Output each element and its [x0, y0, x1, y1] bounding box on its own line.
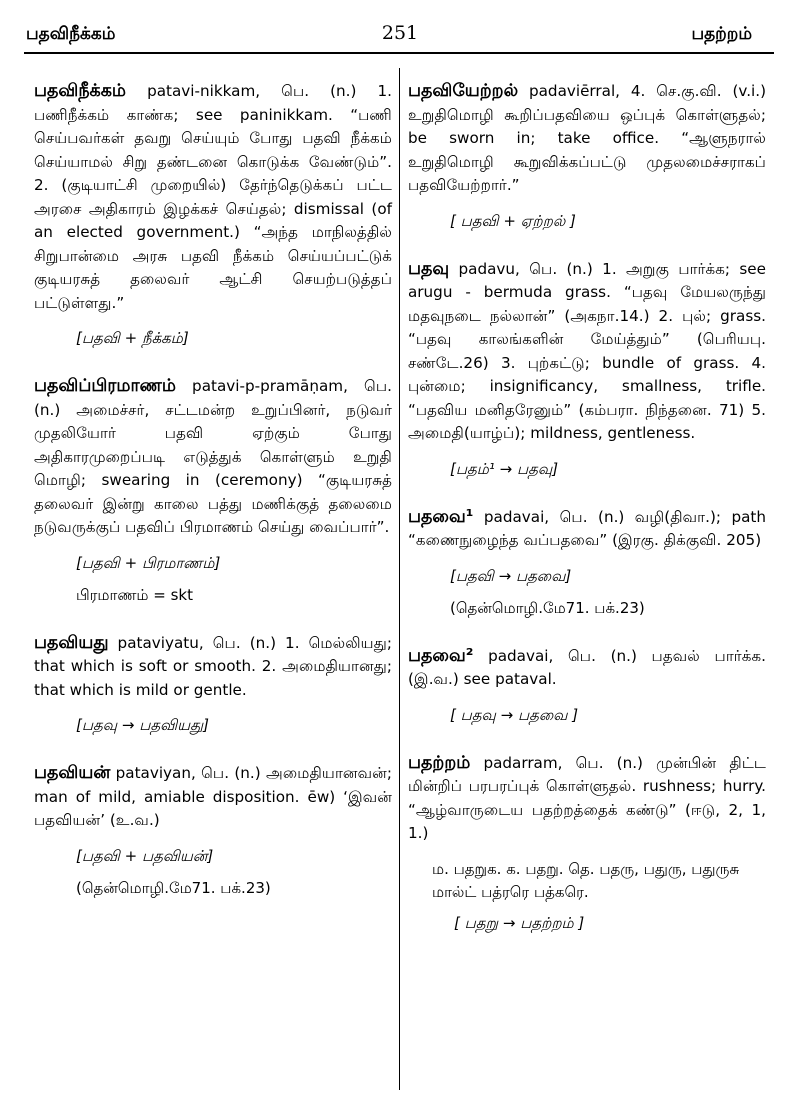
- entry-body: patavi-nikkam, பெ. (n.) 1. பணிநீக்கம் காண்க; see paninikkam. “பணி செய்பவர்கள் தவறு செய்யும் போது பதவி நீக்கம் செய்யாமல் சிறு தண்டனை கொடுக்க வேண்டும்”. 2. (குடியாட்சி முறையில்) தேர்ந்தெடுக்கப் பட்ட அரசை அதிகாரம் இழக்கச் செய்தல்; dismissal (of an elected government.) “அந்த மாநிலத்தில் சிறுபான்மை அரசு பதவி நீக்கம் செய்யப்பட்டுக் குடியரசுத் தலைவர் ஆட்சி செயற்படுத்தப் பட்டுள்ளது.”: [34, 82, 392, 312]
- headword: பதவை¹: [408, 506, 474, 527]
- etymology: [ பதவு → பதவை ]: [450, 705, 579, 724]
- headword: பதவு: [408, 258, 450, 279]
- etymology: [பதவி + பதவியன்]: [76, 846, 214, 865]
- entry-body: padarram, பெ. (n.) முன்பின் திட்ட மின்றிப் பரபரப்புக் கொள்ளுதல். rushness; hurry. “ஆழ்வாருடைய பதற்றத்தைக் கண்டு” (ஈடு, 2, 1, 1.): [408, 753, 766, 842]
- dictionary-entry: [34, 80, 392, 349]
- headword: பதவியது: [34, 632, 109, 653]
- entry-body: padaviērral, 4. செ.கு.வி. (v.i.) உறுதிமொழி கூறிப்பதவியை ஒப்புக் கொள்ளுதல்; be sworn in; take office. “ஆளுநரால் உறுதிமொழி கூறுவிக்கப்பட்டு முதலமைச்சராகப் பதவியேற்றார்.”: [408, 82, 766, 194]
- running-head-left: பதவிநீக்கம்: [26, 24, 116, 44]
- entry-body: patavi-p-pramāṇam, பெ. (n.) அமைச்சர், சட்டமன்ற உறுப்பினர், நடுவர் முதலியோர் பதவி ஏற்கும் போது அதிகாரமுறைப்படி எடுத்துக் கொள்ளும் உறுதி மொழி; swearing in (ceremony) “குடியரசுத் தலைவர் இன்று காலை பத்து மணிக்குத் தலைமை நடுவருக்குப் பதவிப் பிரமாணம் செய்து வைப்பார்”.: [34, 377, 392, 536]
- source-note: (தென்மொழி.மே71. பக்.23): [76, 878, 271, 897]
- dictionary-entry: [34, 762, 392, 899]
- source-note: பிரமாணம் = skt: [76, 585, 193, 604]
- etymology: [ பதவி + ஏற்றல் ]: [450, 211, 576, 230]
- etymology: [பதவி → பதவை]: [450, 566, 572, 585]
- dictionary-entry: [34, 632, 392, 737]
- etymology: [பதவி + நீக்கம்]: [76, 329, 189, 347]
- headword: பதற்றம்: [408, 752, 471, 773]
- entry-body: padavai, பெ. (n.) வழி(திவா.); path “கணைநுழைந்த வப்பதவை” (இரகு. திக்குவி. 205): [408, 507, 766, 549]
- dictionary-entry: [408, 645, 766, 726]
- dictionary-entry: [408, 752, 766, 934]
- entry-body: pataviyan, பெ. (n.) அமைதியானவன்; man of mild, amiable disposition. ēw) ‘இவன் பதவியன்’ (உ.வ.): [34, 764, 392, 829]
- cognates: ம. பதறுக. க. பதறு. தெ. பதரு, பதுரு, பதுருசு மால்ட் பத்ரரெ பத்கரெ.: [432, 859, 740, 901]
- dictionary-entry: [34, 375, 392, 606]
- headword: பதவை²: [408, 645, 474, 666]
- entry-body: padavu, பெ. (n.) 1. அறுகு பார்க்க; see arugu - bermuda grass. “பதவு மேயலருந்து மதவுநடை நல்லான்” (அகநா.14.) 2. புல்; grass. “பதவு காலங்களின் மேய்த்தும்” (பெரியபு. சண்டே.26) 3. புற்கட்டு; bundle of grass. 4. புன்மை; insignificancy, smallness, trifle. “பதவிய மனிதரேனும்” (கம்பரா. நிந்தனை. 71) 5. அமைதி(யாழ்ப்); mildness, gentleness.: [408, 259, 766, 442]
- page-number: 251: [381, 22, 419, 44]
- headword: பதவியேற்றல்: [408, 81, 519, 101]
- dictionary-entry: [408, 506, 766, 619]
- etymology: [பதம்¹ → பதவு]: [450, 459, 559, 478]
- etymology: [பதவி + பிரமாணம்]: [76, 553, 221, 572]
- headword: பதவியன்: [34, 763, 111, 783]
- dictionary-entry: [408, 258, 766, 480]
- headword: பதவிநீக்கம்: [34, 81, 127, 101]
- etymology: [ பதறு → பதற்றம் ]: [454, 913, 585, 932]
- header-rule: [24, 52, 774, 54]
- headword: பதவிப்பிரமாணம்: [34, 376, 176, 396]
- column-divider: [399, 68, 400, 1090]
- right-column: [408, 80, 766, 960]
- entry-body: pataviyatu, பெ. (n.) 1. மெல்லியது; that which is soft or smooth. 2. அமைதியானது; that which is mild or gentle.: [34, 633, 392, 699]
- left-column: [34, 80, 392, 925]
- dictionary-entry: [408, 80, 766, 232]
- running-head-right: பதற்றம்: [691, 24, 752, 44]
- entry-body: padavai, பெ. (n.) பதவல் பார்க்க. (இ.வ.) see pataval.: [408, 646, 766, 688]
- source-note: (தென்மொழி.மே71. பக்.23): [450, 598, 645, 617]
- etymology: [பதவு → பதவியது]: [76, 716, 209, 734]
